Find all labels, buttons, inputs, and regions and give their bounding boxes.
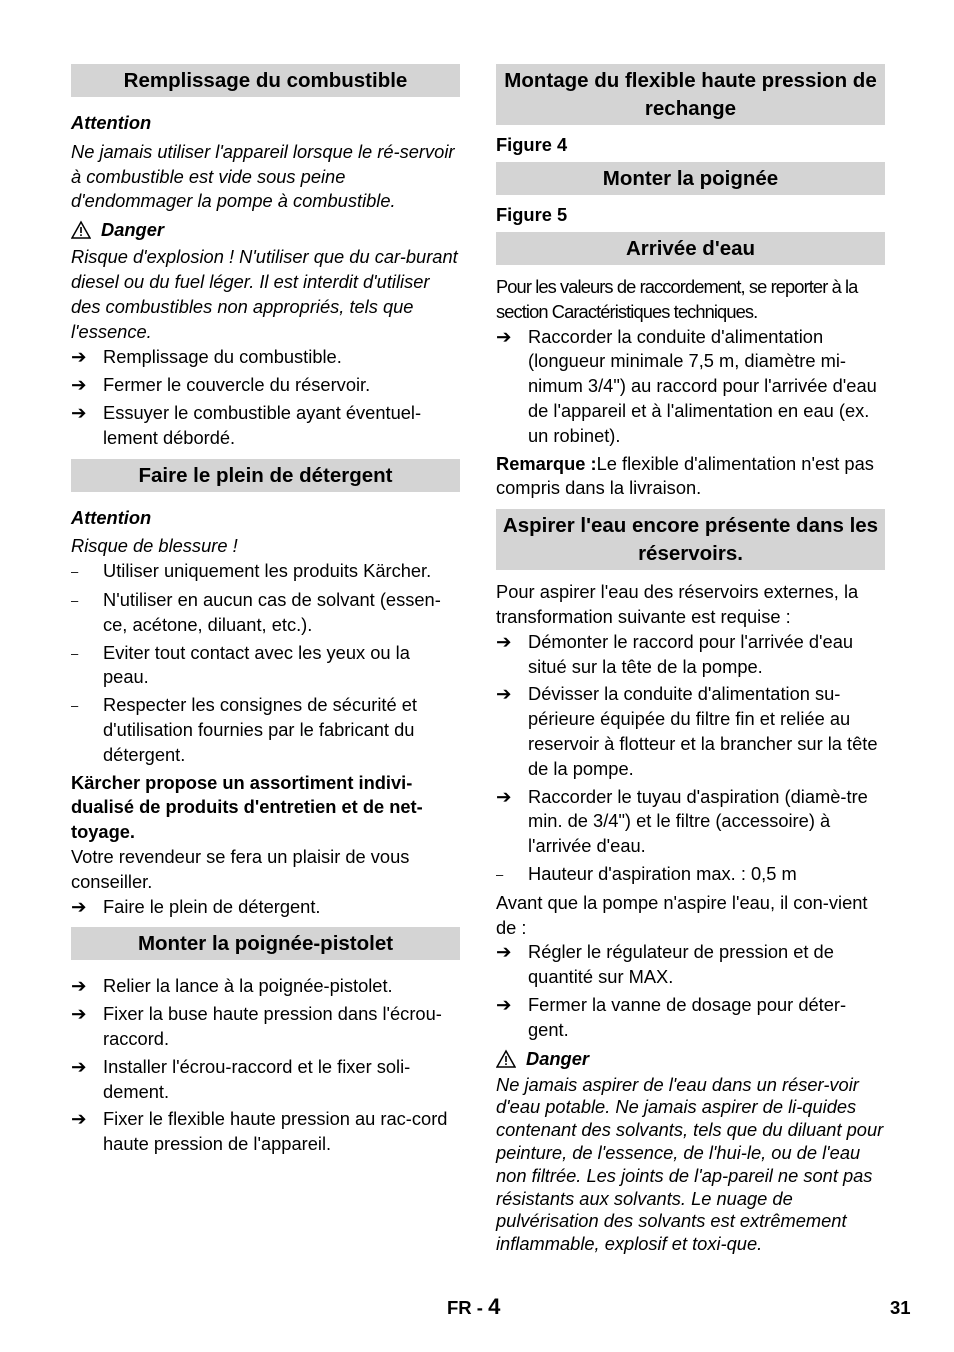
- section-heading-pistol: Monter la poignée-pistolet: [71, 927, 460, 960]
- bold-note: Kärcher propose un assortiment indivi-dualisé de produits d'entretien et de net-toyage.: [71, 771, 423, 843]
- left-column: [71, 64, 460, 1160]
- list-item: ➔ Essuyer le combustible ayant éventuel-lement débordé.: [71, 401, 460, 451]
- warning-triangle-icon: [496, 1049, 516, 1069]
- section-heading-fuel: Remplissage du combustible: [71, 64, 460, 97]
- section-heading-handle: Monter la poignée: [496, 162, 885, 195]
- remark: [496, 452, 885, 502]
- section-heading-aspirate: Aspirer l'eau encore présente dans les réservoirs.: [496, 509, 885, 570]
- section-heading-water-supply: Arrivée d'eau: [496, 232, 885, 265]
- before-text: Avant que la pompe n'aspire l'eau, il con-vient de :: [496, 891, 868, 938]
- arrow-right-icon: ➔: [496, 325, 512, 347]
- list-item: ➔ Régler le régulateur de pression et de quantité sur MAX.: [496, 940, 885, 990]
- attention-label: Attention: [71, 506, 152, 528]
- figure-reference: Figure 4: [496, 134, 568, 155]
- list-item: ➔ Relier la lance à la poignée-pistolet.: [71, 974, 460, 999]
- list-item: ➔ Fixer la buse haute pression dans l'écrou-raccord.: [71, 1002, 460, 1052]
- arrow-right-icon: ➔: [496, 993, 512, 1015]
- arrow-right-icon: ➔: [71, 975, 87, 997]
- list-item: – N'utiliser en aucun cas de solvant (essen-ce, acétone, diluant, etc.).: [71, 588, 460, 638]
- danger-text: Ne jamais aspirer de l'eau dans un réser-voir d'eau potable. Ne jamais aspirer de li-quides contenant des solvants, tels que du diluant pour peinture, de l'essence, de l'hui-le, ou de l'eau non filtrée. Les joints de l'ap-pareil ne sont pas résistants aux solvants. Le nuage de pulvérisation des solvants est extrêmement inflammable, explosif et toxi-que.: [496, 1073, 884, 1255]
- list-item: ➔ Dévisser la conduite d'alimentation su-périeure équipée du filtre fin et reliée au reservoir à flotteur et la brancher sur la tête de la pompe.: [496, 682, 885, 781]
- injury-warning: Risque de blessure !: [71, 535, 238, 557]
- list-item: – Utiliser uniquement les produits Kärcher.: [71, 559, 460, 585]
- list-item: ➔ Fermer la vanne de dosage pour déter-gent.: [496, 993, 885, 1043]
- arrow-right-icon: ➔: [71, 401, 87, 423]
- list-item: – Hauteur d'aspiration max. : 0,5 m: [496, 862, 885, 888]
- footer-section-number: 4: [488, 1294, 501, 1319]
- list-item: – Respecter les consignes de sécurité et d'utilisation fournies par le fabricant du détergent.: [71, 693, 460, 767]
- arrow-right-icon: ➔: [71, 346, 87, 368]
- dash-bullet: –: [71, 698, 79, 714]
- danger-text: Risque d'explosion ! N'utiliser que du car-burant diesel ou du fuel léger. Il est interdit d'utiliser des combustibles non appropriés, tels que l'essence.: [71, 246, 458, 342]
- attention-label: Attention: [71, 112, 152, 133]
- note-text: Votre revendeur se fera un plaisir de vous conseiller.: [71, 845, 410, 892]
- footer-language: FR - 4: [447, 1294, 501, 1319]
- remark-text: Le flexible d'alimentation n'est pas compris dans la livraison.: [496, 452, 874, 499]
- danger-label: Danger: [101, 219, 164, 241]
- dash-bullet: –: [71, 564, 79, 580]
- arrow-right-icon: ➔: [71, 1003, 87, 1025]
- dash-bullet: –: [71, 592, 79, 608]
- dash-bullet: –: [71, 645, 79, 661]
- attention-text: Ne jamais utiliser l'appareil lorsque le ré-servoir à combustible est vide sous peine d'endommager la pompe à combustible.: [71, 140, 455, 212]
- arrow-right-icon: ➔: [496, 941, 512, 963]
- list-item: ➔ Installer l'écrou-raccord et le fixer soli-dement.: [71, 1055, 460, 1105]
- danger-heading: [71, 218, 460, 242]
- list-item: ➔ Raccorder la conduite d'alimentation (longueur minimale 7,5 m, diamètre mi-nimum 3/4") au raccord pour l'arrivée d'eau de l'appareil et à l'alimentation en eau (ex. un robinet).: [496, 325, 885, 449]
- figure-reference: Figure 5: [496, 204, 568, 225]
- intro-text: Pour les valeurs de raccordement, se reporter à la section Caractéristiques techniques.: [496, 276, 858, 322]
- list-item: ➔ Fixer le flexible haute pression au rac-cord haute pression de l'appareil.: [71, 1107, 460, 1157]
- danger-heading: [496, 1047, 885, 1071]
- dash-bullet: –: [496, 866, 504, 882]
- arrow-right-icon: ➔: [496, 785, 512, 807]
- arrow-right-icon: ➔: [496, 683, 512, 705]
- list-item: ➔ Remplissage du combustible.: [71, 345, 460, 370]
- right-column: [496, 64, 885, 1256]
- list-item: ➔ Fermer le couvercle du réservoir.: [71, 373, 460, 398]
- remark-label: Remarque :: [496, 452, 597, 474]
- arrow-right-icon: ➔: [71, 1055, 87, 1077]
- section-heading-hose: Montage du flexible haute pression de rechange: [496, 64, 885, 125]
- warning-triangle-icon: [71, 220, 91, 240]
- section-heading-detergent: Faire le plein de détergent: [71, 459, 460, 492]
- list-item: ➔ Raccorder le tuyau d'aspiration (diamè-tre min. de 3/4") et le filtre (accessoire) à l'arrivée d'eau.: [496, 785, 885, 859]
- intro-text: Pour aspirer l'eau des réservoirs externes, la transformation suivante est requise :: [496, 581, 859, 627]
- arrow-right-icon: ➔: [71, 374, 87, 396]
- list-item: – Eviter tout contact avec les yeux ou la peau.: [71, 641, 460, 691]
- list-item: ➔ Démonter le raccord pour l'arrivée d'eau situé sur la tête de la pompe.: [496, 630, 885, 680]
- arrow-right-icon: ➔: [496, 630, 512, 652]
- list-item: ➔ Faire le plein de détergent.: [71, 895, 460, 920]
- arrow-right-icon: ➔: [71, 895, 87, 917]
- danger-label: Danger: [526, 1047, 589, 1069]
- page-number: 31: [890, 1297, 911, 1318]
- arrow-right-icon: ➔: [71, 1108, 87, 1130]
